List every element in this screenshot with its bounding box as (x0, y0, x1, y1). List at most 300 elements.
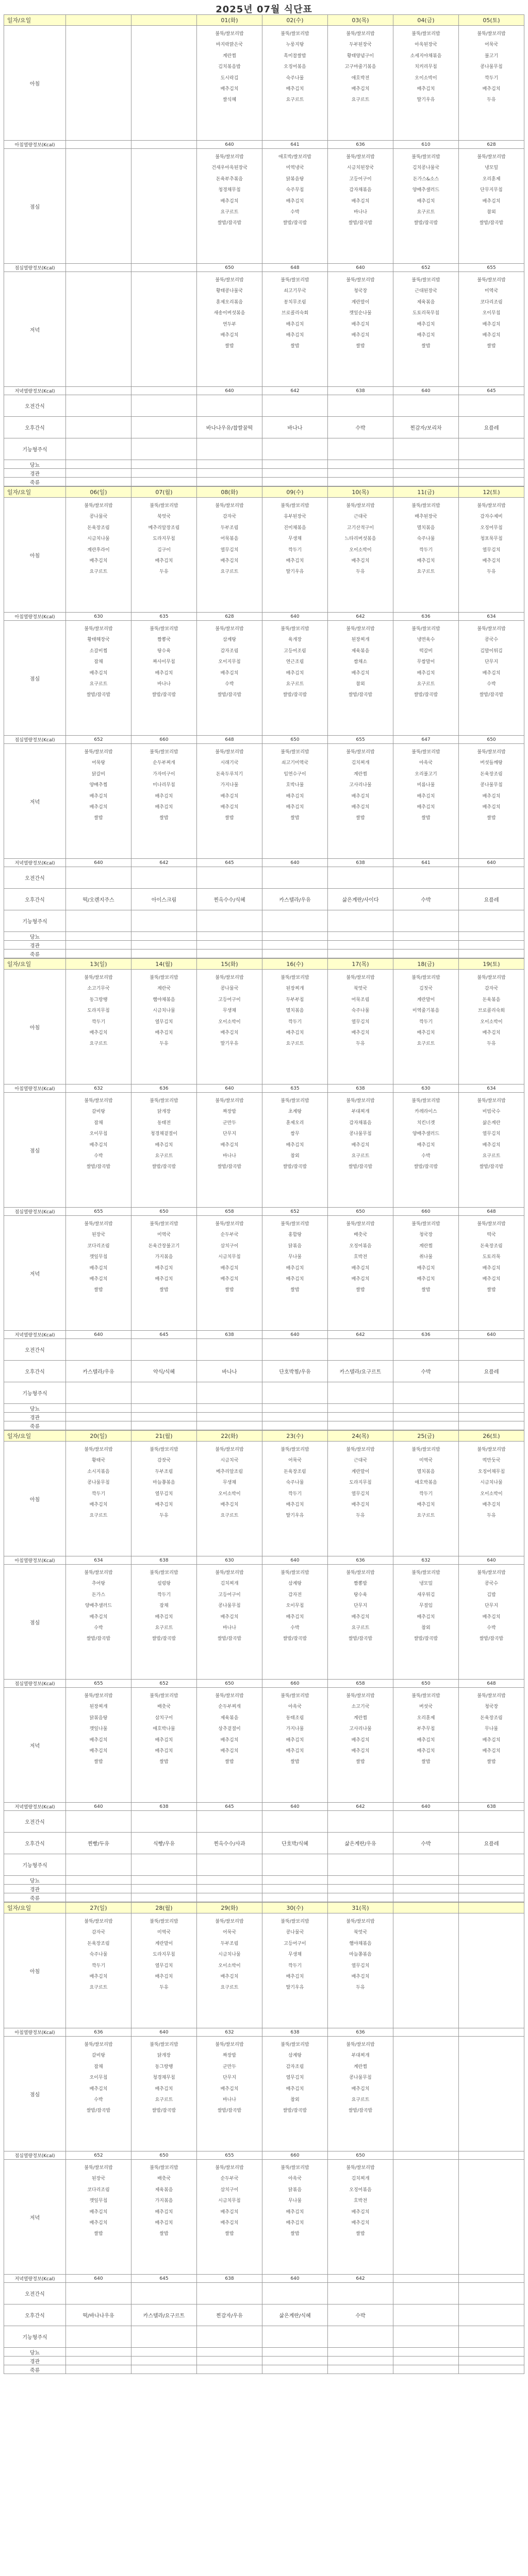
breakfast-kcal-row (4, 141, 524, 149)
lunch-kcal-cell: 655 (328, 736, 393, 744)
menu-item: 깍두기 (419, 547, 433, 553)
tube-diet-cell (262, 1885, 328, 1893)
menu-item: 청포묵무침 (480, 536, 503, 542)
breakfast-cell (262, 970, 328, 1084)
menu-item: 배추김치 (351, 1737, 370, 1743)
morning-snack-row (4, 867, 524, 889)
breakfast-kcal-cell: 636 (328, 1556, 393, 1565)
day-header-row (4, 959, 524, 970)
breakfast-kcal-cell: 636 (328, 141, 393, 149)
menu-items (131, 149, 196, 152)
menu-item: 불고기 (484, 53, 499, 59)
afternoon-snack-label: 오후간식 (4, 2304, 66, 2326)
menu-item: 두유 (356, 1041, 365, 1047)
lunch-label: 점심 (4, 2037, 66, 2151)
menu-items (66, 2037, 131, 2117)
menu-item: 고등어구이 (218, 1592, 241, 1598)
menu-item: 도라지무침 (153, 1952, 175, 1958)
menu-items (131, 1565, 196, 1645)
menu-item: 수박 (421, 1154, 431, 1159)
menu-items (197, 1442, 262, 1522)
menu-items (328, 1913, 393, 1994)
diabetes-diet-cell (262, 1876, 328, 1885)
menu-item: 청경채겉절이 (150, 1131, 178, 1137)
afternoon-snack-cell: 삶은계란/식혜 (262, 2304, 328, 2326)
morning-snack-cell (131, 1811, 197, 1833)
lunch-cell (197, 2037, 262, 2151)
day-header-cell: 16(수) (262, 959, 328, 970)
menu-item: 배추김치 (220, 1142, 239, 1148)
breakfast-kcal-cell: 638 (262, 2028, 328, 2037)
menu-items (66, 970, 131, 1050)
lunch-kcal-cell: 658 (328, 1680, 393, 1688)
dinner-kcal-cell: 640 (66, 1331, 131, 1339)
menu-item: 불뚝/쌀보리밥 (411, 1098, 440, 1104)
menu-item: 불뚝/쌀보리밥 (411, 31, 440, 37)
menu-item: 불뚝/쌀보리밥 (346, 1570, 375, 1575)
lunch-kcal-cell: 648 (459, 1680, 524, 1688)
porridge-diet-cell (197, 1421, 262, 1430)
menu-item: 요구르트 (351, 1625, 370, 1631)
menu-item: 아욱국 (419, 760, 433, 766)
tube-diet-cell (197, 2357, 262, 2365)
diabetes-diet-cell (131, 1404, 197, 1413)
menu-item: 배추김치 (417, 1614, 435, 1620)
day-header-cell: 27(일) (66, 1903, 131, 1913)
dinner-kcal-row (4, 387, 524, 395)
menu-item: 배추김치 (286, 1749, 304, 1754)
menu-item: 쇠고기미역국 (281, 760, 309, 766)
menu-item: 딸기우유 (417, 97, 435, 103)
menu-item: 배추김치 (417, 1030, 435, 1036)
menu-item: 배추김치 (89, 1502, 108, 1508)
menu-item: 두부조림 (220, 525, 239, 531)
menu-item: 오징어볶음 (349, 2187, 372, 2193)
menu-item: 배추김치 (351, 1502, 370, 1508)
lunch-cell (459, 149, 524, 264)
dinner-kcal-cell: 638 (328, 387, 393, 395)
lunch-kcal-cell: 650 (262, 736, 328, 744)
menu-item: 불뚝/쌀보리밥 (346, 1447, 375, 1452)
afternoon-snack-cell: 떡/바나나우유 (66, 2304, 131, 2326)
day-header-cell: 10(목) (328, 487, 393, 498)
menu-item: 부대찌개 (351, 1109, 370, 1115)
menu-item: 고등어조림 (284, 648, 306, 654)
morning-snack-row (4, 1339, 524, 1361)
menu-items (328, 498, 393, 578)
breakfast-cell (393, 1913, 459, 2028)
menu-item: 배추김치 (286, 1614, 304, 1620)
menu-item: 황태양념구이 (346, 53, 374, 59)
dinner-kcal-cell: 640 (66, 1803, 131, 1811)
menu-item: 불뚝/쌀보리밥 (84, 1447, 113, 1452)
morning-snack-cell (197, 2283, 262, 2304)
menu-item: 브로콜리숙회 (477, 1008, 505, 1014)
menu-item: 배추김치 (482, 793, 501, 799)
lunch-kcal-cell: 660 (262, 1680, 328, 1688)
morning-snack-cell (131, 395, 197, 417)
menu-item: 불뚝/쌀보리밥 (411, 1693, 440, 1699)
week-table (4, 486, 524, 958)
menu-item: 배추김치 (89, 1749, 108, 1754)
menu-item: 배추김치 (417, 333, 435, 338)
lunch-cell (66, 621, 131, 736)
day-header-cell: 26(토) (459, 1431, 524, 1442)
menu-item: 배추김치 (417, 558, 435, 564)
menu-item: 꽁치무조림 (284, 299, 306, 305)
dinner-kcal-cell (66, 387, 131, 395)
menu-item: 불뚝/쌀보리밥 (215, 2165, 244, 2171)
menu-item: 김말이튀김 (480, 648, 503, 654)
menu-item: 불뚝/쌀보리밥 (150, 1570, 178, 1575)
menu-item: 김치찌개 (351, 760, 370, 766)
dinner-cell (66, 1688, 131, 1803)
menu-item: 어묵국 (288, 1458, 302, 1464)
porridge-diet-cell (393, 2365, 459, 2374)
afternoon-snack-cell: 수박 (393, 1833, 459, 1854)
menu-item: 요구르트 (220, 1985, 239, 1991)
menu-items (393, 2160, 458, 2163)
menu-item: 쌀밥/잡곡밥 (217, 1636, 242, 1642)
menu-item: 깍두기 (288, 547, 302, 553)
diabetes-diet-cell (66, 1404, 131, 1413)
menu-items (459, 621, 524, 701)
menu-item: 불뚝/쌀보리밥 (215, 1098, 244, 1104)
breakfast-cell (197, 498, 262, 613)
menu-item: 쌀밥 (356, 1759, 365, 1765)
diabetes-diet-cell (459, 1404, 524, 1413)
porridge-diet-cell (66, 950, 131, 958)
menu-item: 쌀밥 (487, 816, 496, 821)
day-header-cell: 20(일) (66, 1431, 131, 1442)
breakfast-kcal-cell: 636 (393, 613, 459, 621)
menu-item: 불뚝/쌀보리밥 (280, 1447, 309, 1452)
menu-item: 불뚝/쌀보리밥 (84, 1570, 113, 1575)
menu-item: 감자조림 (286, 2064, 304, 2070)
menu-item: 불뚝/쌀보리밥 (346, 1098, 375, 1104)
tube-diet-row (4, 469, 524, 478)
menu-item: 불뚝/쌀보리밥 (280, 750, 309, 755)
afternoon-snack-cell (66, 417, 131, 438)
breakfast-cell (393, 26, 459, 141)
menu-item: 수박 (487, 1625, 496, 1631)
breakfast-kcal-cell: 632 (393, 1556, 459, 1565)
menu-item: 두유 (159, 1513, 169, 1519)
menu-item: 고등어구이 (284, 1941, 306, 1946)
tube-diet-row (4, 1413, 524, 1421)
menu-items (262, 1216, 327, 1296)
tube-diet-cell (131, 1885, 197, 1893)
menu-item: 어묵탕 (91, 760, 106, 766)
tube-diet-cell (131, 2357, 197, 2365)
menu-item: 배추김치 (286, 2209, 304, 2215)
menu-item: 깻잎무침 (89, 2198, 108, 2204)
menu-item: 쌀밥/잡곡밥 (217, 221, 242, 226)
menu-items (393, 498, 458, 578)
menu-item: 불뚝/쌀보리밥 (280, 2165, 309, 2171)
menu-item: 불뚝/쌀보리밥 (280, 975, 309, 980)
special-meal-cell (197, 910, 262, 932)
diabetes-diet-cell (66, 932, 131, 941)
menu-item: 열무김치 (482, 547, 501, 553)
diabetes-diet-cell (66, 1876, 131, 1885)
menu-item: 요구르트 (220, 1513, 239, 1519)
menu-item: 숙주나물 (286, 75, 304, 81)
menu-item: 오리훈제 (417, 1715, 435, 1721)
morning-snack-cell (131, 2283, 197, 2304)
special-meal-cell (328, 1854, 393, 1876)
menu-item: 불뚝/쌀보리밥 (215, 2042, 244, 2047)
menu-item: 깍두기 (91, 1963, 106, 1969)
menu-item: 오리불고기 (415, 771, 437, 777)
menu-item: 불뚝/쌀보리밥 (215, 975, 244, 980)
tube-diet-label: 경관 (4, 941, 66, 950)
afternoon-snack-cell: 삶은계란/사이다 (328, 889, 393, 910)
menu-item: 배추김치 (482, 1737, 501, 1743)
menu-item: 쌀밥 (290, 2231, 300, 2237)
menu-item: 쌀밥/잡곡밥 (414, 1636, 438, 1642)
menu-item: 고구마줄기볶음 (344, 64, 376, 70)
tube-diet-row (4, 1885, 524, 1893)
afternoon-snack-cell: 찐옥수수/식혜 (197, 889, 262, 910)
menu-items (328, 1688, 393, 1768)
day-header-cell (66, 15, 131, 26)
menu-item: 무생채 (222, 1480, 237, 1486)
lunch-kcal-row (4, 1208, 524, 1216)
menu-items (131, 1216, 196, 1296)
menu-item: 제육볶음 (220, 1715, 239, 1721)
day-header-cell: 07(월) (131, 487, 197, 498)
menu-item: 비빔국수 (482, 1109, 501, 1115)
special-meal-row (4, 910, 524, 932)
dinner-kcal-cell (131, 387, 197, 395)
dinner-cell (197, 272, 262, 387)
porridge-diet-cell (328, 1421, 393, 1430)
afternoon-snack-cell: 찐옥수수/사과 (197, 1833, 262, 1854)
menu-items (66, 1093, 131, 1173)
lunch-kcal-label: 점심열량정보(Kcal) (4, 1208, 66, 1216)
porridge-diet-cell (459, 1421, 524, 1430)
afternoon-snack-label: 오후간식 (4, 1833, 66, 1854)
diabetes-diet-cell (393, 932, 459, 941)
diabetes-diet-cell (328, 2348, 393, 2357)
menu-item: 삼계탕 (288, 1581, 302, 1587)
dinner-cell (197, 2160, 262, 2275)
menu-item: 불뚝/쌀보리밥 (215, 31, 244, 37)
menu-item: 무생채 (288, 536, 302, 542)
menu-item: 배추김치 (351, 793, 370, 799)
menu-item: 불뚝/쌀보리밥 (150, 1098, 178, 1104)
menu-item: 군만두 (222, 1120, 237, 1126)
dinner-cell (328, 744, 393, 859)
porridge-diet-cell (262, 478, 328, 486)
afternoon-snack-cell: 바나나 (262, 417, 328, 438)
special-meal-row (4, 1382, 524, 1404)
menu-item: 배추김치 (417, 87, 435, 92)
menu-item: 양배추샐러드 (85, 1603, 112, 1609)
menu-item: 임연수구이 (284, 771, 306, 777)
menu-item: 쌀밥/잡곡밥 (217, 1164, 242, 1170)
breakfast-kcal-cell: 638 (328, 1084, 393, 1093)
menu-items (131, 2037, 196, 2117)
lunch-kcal-cell: 650 (131, 1208, 197, 1216)
menu-item: 어묵국 (484, 42, 499, 48)
menu-item: 두유 (487, 1041, 496, 1047)
diabetes-diet-cell (262, 932, 328, 941)
breakfast-cell (393, 498, 459, 613)
menu-item: 배추김치 (417, 1277, 435, 1282)
menu-item: 숙주나물 (286, 1480, 304, 1486)
breakfast-cell (328, 498, 393, 613)
menu-item: 김치찌개 (220, 1581, 239, 1587)
menu-item: 새송이버섯볶음 (213, 311, 245, 316)
menu-items (131, 1913, 196, 1994)
morning-snack-label: 오전간식 (4, 2283, 66, 2304)
menu-item: 불뚝/쌀보리밥 (215, 626, 244, 632)
special-meal-cell (66, 438, 131, 460)
menu-item: 배추김치 (482, 333, 501, 338)
menu-item: 쌀밥/잡곡밥 (86, 1636, 111, 1642)
special-meal-row (4, 1854, 524, 1876)
menu-item: 오이무침 (286, 1603, 304, 1609)
menu-item: 배추김치 (155, 1502, 173, 1508)
menu-items (66, 1565, 131, 1645)
menu-item: 불뚝/쌀보리밥 (280, 31, 309, 37)
menu-item: 쌀밥/잡곡밥 (86, 692, 111, 698)
diabetes-diet-row (4, 2348, 524, 2357)
menu-item: 불뚝/쌀보리밥 (477, 278, 506, 283)
menu-item: 김치콩나물국 (412, 165, 440, 171)
menu-item: 불뚝/쌀보리밥 (150, 750, 178, 755)
menu-item: 시금치국 (220, 1458, 239, 1464)
special-meal-cell (262, 438, 328, 460)
special-meal-cell (197, 2326, 262, 2348)
menu-item: 계란찜 (353, 2064, 368, 2070)
menu-item: 계란말이 (155, 1941, 173, 1946)
menu-item: 참외 (290, 2097, 300, 2103)
breakfast-cell (393, 970, 459, 1084)
menu-item: 미역국 (484, 289, 499, 294)
diabetes-diet-cell (197, 2348, 262, 2357)
menu-item: 요구르트 (89, 569, 108, 575)
special-meal-label: 기능형주식 (4, 438, 66, 460)
menu-item: 단무지 (222, 2075, 237, 2081)
diabetes-diet-cell (262, 1404, 328, 1413)
menu-item: 딸기우유 (286, 1985, 304, 1991)
diabetes-diet-cell (197, 1404, 262, 1413)
menu-items (197, 1565, 262, 1645)
menu-item: 감자국 (484, 986, 499, 992)
tube-diet-cell (459, 1413, 524, 1421)
menu-item: 청국장 (353, 289, 368, 294)
dinner-cell (197, 1216, 262, 1331)
menu-item: 깻잎무침 (89, 1255, 108, 1260)
menu-item: 배추김치 (286, 2221, 304, 2226)
menu-items (459, 272, 524, 352)
menu-item: 배추김치 (155, 1265, 173, 1271)
menu-item: 두유 (356, 1985, 365, 1991)
menu-item: 바지락맑은국 (216, 42, 243, 48)
afternoon-snack-cell: 아이스크림 (131, 889, 197, 910)
dinner-kcal-cell: 642 (328, 1331, 393, 1339)
menu-item: 불뚝/쌀보리밥 (411, 1570, 440, 1575)
menu-item: 불뚝/쌀보리밥 (411, 155, 440, 160)
menu-item: 깍두기 (484, 75, 499, 81)
week-table (4, 958, 524, 1430)
lunch-cell (66, 1093, 131, 1208)
breakfast-kcal-cell: 636 (131, 1084, 197, 1093)
menu-item: 멸치볶음 (417, 1469, 435, 1475)
menu-item: 삼치구이 (220, 1243, 239, 1249)
menu-item: 배추김치 (286, 670, 304, 676)
dinner-kcal-cell: 642 (328, 2275, 393, 2283)
menu-item: 닭개장 (157, 1109, 171, 1115)
menu-items (459, 1565, 524, 1645)
menu-item: 두유 (159, 569, 169, 575)
breakfast-row (4, 1442, 524, 1556)
menu-item: 오이소박이 (349, 547, 372, 553)
dinner-kcal-cell: 640 (262, 1331, 328, 1339)
menu-items (197, 498, 262, 578)
menu-item: 요구르트 (351, 2097, 370, 2103)
menu-item: 배추김치 (286, 198, 304, 204)
special-meal-cell (66, 2326, 131, 2348)
tube-diet-cell (262, 469, 328, 478)
porridge-diet-cell (197, 2365, 262, 2374)
menu-item: 배추김치 (155, 793, 173, 799)
dinner-cell (459, 2160, 524, 2275)
menu-item: 제육볶음 (351, 648, 370, 654)
menu-item: 배추김치 (286, 1974, 304, 1980)
morning-snack-cell (459, 1339, 524, 1361)
lunch-cell (197, 621, 262, 736)
menu-item: 배추김치 (89, 805, 108, 810)
menu-item: 배추김치 (220, 2221, 239, 2226)
menu-item: 쌀밥/잡곡밥 (152, 1636, 176, 1642)
menu-item: 북엇국 (353, 986, 368, 992)
menu-item: 쌀밥 (421, 1759, 431, 1765)
menu-item: 쌀밥/잡곡밥 (348, 1164, 373, 1170)
menu-item: 배추김치 (220, 1265, 239, 1271)
porridge-diet-cell (393, 950, 459, 958)
porridge-diet-row (4, 950, 524, 958)
menu-item: 배추김치 (155, 558, 173, 564)
menu-item: 콩나물무침 (87, 1480, 110, 1486)
porridge-diet-cell (262, 1893, 328, 1902)
lunch-cell (262, 1093, 328, 1208)
menu-items (66, 2160, 131, 2240)
dinner-kcal-cell: 642 (131, 859, 197, 867)
menu-item: 배추김치 (482, 1502, 501, 1508)
menu-item: 불뚝/쌀보리밥 (346, 31, 375, 37)
diabetes-diet-cell (131, 932, 197, 941)
menu-item: 오징어볶음 (349, 1243, 372, 1249)
dinner-cell (459, 272, 524, 387)
menu-item: 두부조림 (155, 1469, 173, 1475)
porridge-diet-cell (66, 478, 131, 486)
tube-diet-cell (328, 2357, 393, 2365)
menu-item: 참외 (421, 1625, 431, 1631)
lunch-cell (131, 1093, 197, 1208)
menu-item: 고등어구이 (349, 176, 372, 182)
menu-item: 고사리나물 (349, 1726, 372, 1732)
menu-item: 배추김치 (351, 1974, 370, 1980)
menu-item: 도시락김 (220, 75, 239, 81)
menu-item: 부추무침 (417, 1726, 435, 1732)
menu-item: 감자조림 (220, 648, 239, 654)
menu-item: 느타리버섯볶음 (344, 536, 376, 542)
morning-snack-cell (197, 867, 262, 889)
